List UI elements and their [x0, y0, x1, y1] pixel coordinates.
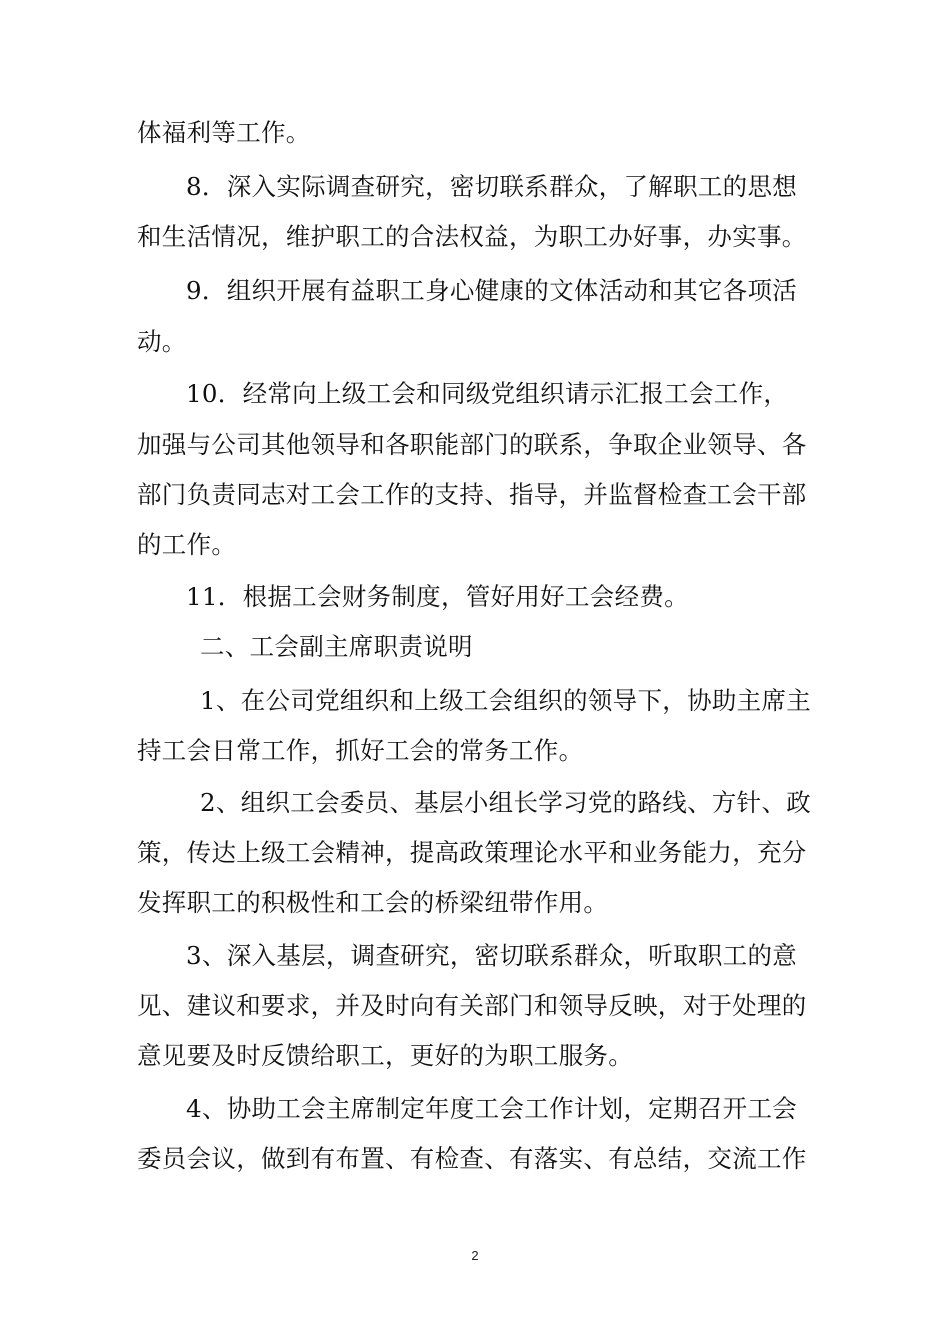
text-line: 加强与公司其他领导和各职能部门的联系，争取企业领导、各: [137, 430, 807, 459]
text-line: 持工会日常工作，抓好工会的常务工作。: [137, 736, 584, 765]
text-line: 体福利等工作。: [137, 118, 311, 147]
text-line: 委员会议，做到有布置、有检查、有落实、有总结，交流工作: [137, 1144, 807, 1173]
text-line: 见、建议和要求，并及时向有关部门和领导反映，对于处理的: [137, 991, 807, 1020]
text-line: 9．组织开展有益职工身心健康的文体活动和其它各项活: [186, 276, 798, 305]
text-line: 4、协助工会主席制定年度工会工作计划，定期召开工会: [186, 1094, 798, 1123]
text-line: 发挥职工的积极性和工会的桥梁纽带作用。: [137, 888, 609, 917]
text-line: 动。: [137, 327, 187, 356]
text-line: 1、在公司党组织和上级工会组织的领导下，协助主席主: [200, 686, 812, 715]
text-line: 策，传达上级工会精神，提高政策理论水平和业务能力，充分: [137, 838, 807, 867]
text-line: 10．经常向上级工会和同级党组织请示汇报工会工作，: [186, 379, 789, 408]
page-number: 2: [471, 1248, 479, 1263]
text-line: 8．深入实际调查研究，密切联系群众，了解职工的思想: [186, 172, 798, 201]
text-line: 和生活情况，维护职工的合法权益，为职工办好事，办实事。: [137, 222, 807, 251]
section-heading: 二、工会副主席职责说明: [200, 632, 473, 661]
text-line: 的工作。: [137, 530, 237, 559]
text-line: 意见要及时反馈给职工，更好的为职工服务。: [137, 1041, 633, 1070]
text-line: 部门负责同志对工会工作的支持、指导，并监督检查工会干部: [137, 480, 807, 509]
text-line: 3、深入基层，调查研究，密切联系群众，听取职工的意: [186, 941, 798, 970]
text-line: 11．根据工会财务制度，管好用好工会经费。: [186, 582, 689, 611]
text-line: 2、组织工会委员、基层小组长学习党的路线、方针、政: [200, 788, 812, 817]
